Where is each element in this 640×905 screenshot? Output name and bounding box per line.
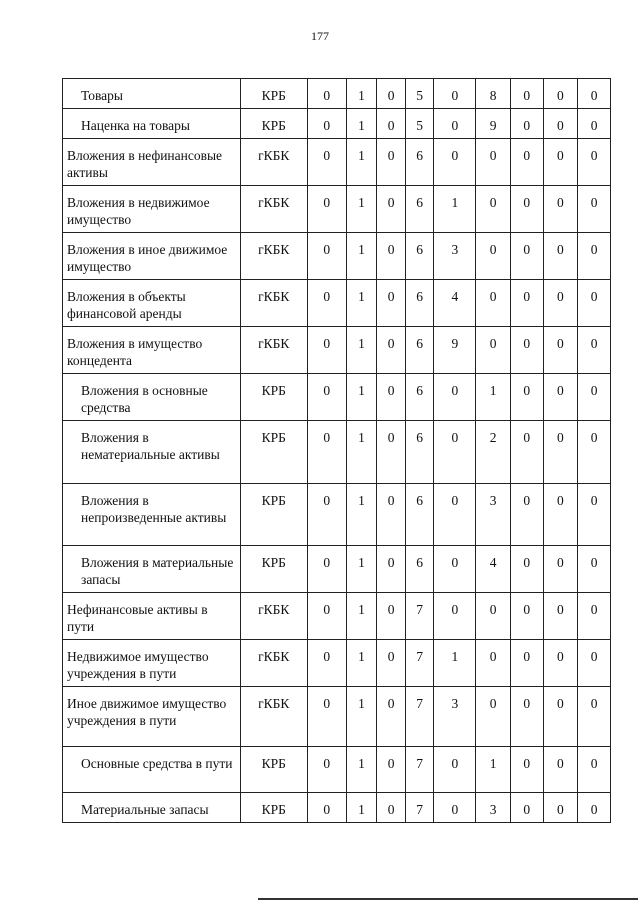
code-digit-cell: 0 (307, 139, 346, 186)
code-digit-cell: 0 (543, 374, 578, 421)
code-digit-cell: 0 (434, 79, 476, 109)
code-digit-cell: 4 (476, 546, 511, 593)
analytics-type-cell: КРБ (240, 374, 307, 421)
code-digit-cell: 0 (543, 109, 578, 139)
code-digit-cell: 0 (578, 79, 611, 109)
code-digit-cell: 0 (578, 374, 611, 421)
code-digit-cell: 0 (377, 374, 406, 421)
table-row (63, 593, 611, 640)
analytics-type-cell: гКБК (240, 233, 307, 280)
account-name-cell: Вложения в имущество концедента (63, 327, 241, 374)
table-row (63, 421, 611, 484)
code-digit-cell: 0 (543, 79, 578, 109)
code-digit-cell: 0 (476, 186, 511, 233)
analytics-type-cell: КРБ (240, 79, 307, 109)
code-digit-cell: 0 (434, 421, 476, 484)
code-digit-cell: 0 (377, 109, 406, 139)
analytics-type-cell: гКБК (240, 280, 307, 327)
account-codes-table (62, 78, 611, 823)
code-digit-cell: 0 (307, 793, 346, 823)
code-digit-cell: 0 (578, 186, 611, 233)
code-digit-cell: 0 (578, 687, 611, 747)
code-digit-cell: 0 (510, 793, 543, 823)
code-digit-cell: 0 (476, 640, 511, 687)
code-digit-cell: 1 (346, 109, 377, 139)
analytics-type-cell: КРБ (240, 793, 307, 823)
table-row (63, 374, 611, 421)
code-digit-cell: 0 (307, 640, 346, 687)
table-row (63, 233, 611, 280)
code-digit-cell: 0 (307, 109, 346, 139)
code-digit-cell: 0 (377, 793, 406, 823)
code-digit-cell: 0 (543, 186, 578, 233)
code-digit-cell: 0 (377, 327, 406, 374)
code-digit-cell: 0 (476, 139, 511, 186)
code-digit-cell: 7 (405, 593, 434, 640)
code-digit-cell: 0 (377, 546, 406, 593)
code-digit-cell: 3 (434, 233, 476, 280)
code-digit-cell: 0 (578, 233, 611, 280)
code-digit-cell: 0 (543, 139, 578, 186)
code-digit-cell: 1 (346, 687, 377, 747)
code-digit-cell: 0 (543, 484, 578, 546)
code-digit-cell: 7 (405, 747, 434, 793)
code-digit-cell: 1 (346, 186, 377, 233)
table-row (63, 484, 611, 546)
code-digit-cell: 0 (510, 79, 543, 109)
code-digit-cell: 8 (476, 79, 511, 109)
account-name-cell: Вложения в материальные запасы (63, 546, 241, 593)
table-row (63, 79, 611, 109)
code-digit-cell: 2 (476, 421, 511, 484)
code-digit-cell: 0 (578, 421, 611, 484)
code-digit-cell: 1 (476, 374, 511, 421)
analytics-type-cell: КРБ (240, 109, 307, 139)
code-digit-cell: 1 (346, 640, 377, 687)
code-digit-cell: 6 (405, 327, 434, 374)
table-row (63, 327, 611, 374)
code-digit-cell: 0 (377, 233, 406, 280)
code-digit-cell: 6 (405, 484, 434, 546)
code-digit-cell: 0 (307, 484, 346, 546)
code-digit-cell: 6 (405, 233, 434, 280)
account-name-cell: Наценка на товары (63, 109, 241, 139)
code-digit-cell: 0 (434, 593, 476, 640)
code-digit-cell: 0 (476, 327, 511, 374)
account-name-cell: Вложения в основные средства (63, 374, 241, 421)
code-digit-cell: 0 (307, 280, 346, 327)
code-digit-cell: 0 (578, 109, 611, 139)
code-digit-cell: 0 (510, 109, 543, 139)
code-digit-cell: 0 (510, 139, 543, 186)
account-name-cell: Основные средства в пути (63, 747, 241, 793)
code-digit-cell: 3 (476, 484, 511, 546)
code-digit-cell: 0 (434, 484, 476, 546)
code-digit-cell: 0 (377, 280, 406, 327)
code-digit-cell: 0 (307, 421, 346, 484)
code-digit-cell: 0 (543, 687, 578, 747)
code-digit-cell: 0 (307, 327, 346, 374)
code-digit-cell: 0 (510, 640, 543, 687)
code-digit-cell: 0 (510, 546, 543, 593)
code-digit-cell: 0 (510, 421, 543, 484)
code-digit-cell: 5 (405, 109, 434, 139)
code-digit-cell: 0 (578, 640, 611, 687)
code-digit-cell: 0 (543, 327, 578, 374)
code-digit-cell: 1 (346, 280, 377, 327)
code-digit-cell: 0 (543, 233, 578, 280)
code-digit-cell: 0 (578, 139, 611, 186)
code-digit-cell: 0 (434, 793, 476, 823)
code-digit-cell: 0 (578, 280, 611, 327)
code-digit-cell: 0 (307, 186, 346, 233)
code-digit-cell: 1 (346, 593, 377, 640)
account-name-cell: Вложения в нематериальные активы (63, 421, 241, 484)
analytics-type-cell: КРБ (240, 546, 307, 593)
table-row (63, 546, 611, 593)
account-name-cell: Иное движимое имущество учреждения в пути (63, 687, 241, 747)
code-digit-cell: 0 (510, 233, 543, 280)
table-row (63, 186, 611, 233)
code-digit-cell: 0 (307, 747, 346, 793)
table-row (63, 747, 611, 793)
account-name-cell: Недвижимое имущество учреждения в пути (63, 640, 241, 687)
account-name-cell: Вложения в нефинансовые активы (63, 139, 241, 186)
analytics-type-cell: гКБК (240, 186, 307, 233)
code-digit-cell: 1 (346, 793, 377, 823)
code-digit-cell: 6 (405, 374, 434, 421)
code-digit-cell: 9 (434, 327, 476, 374)
code-digit-cell: 0 (377, 186, 406, 233)
table-row (63, 139, 611, 186)
code-digit-cell: 0 (377, 421, 406, 484)
code-digit-cell: 1 (346, 139, 377, 186)
code-digit-cell: 0 (510, 327, 543, 374)
account-name-cell: Вложения в непроизведенные активы (63, 484, 241, 546)
code-digit-cell: 6 (405, 280, 434, 327)
account-name-cell: Вложения в недвижимое имущество (63, 186, 241, 233)
code-digit-cell: 0 (578, 327, 611, 374)
code-digit-cell: 0 (543, 747, 578, 793)
code-digit-cell: 0 (510, 593, 543, 640)
code-digit-cell: 0 (543, 793, 578, 823)
code-digit-cell: 6 (405, 421, 434, 484)
code-digit-cell: 9 (476, 109, 511, 139)
account-name-cell: Нефинансовые активы в пути (63, 593, 241, 640)
table-row (63, 640, 611, 687)
code-digit-cell: 0 (578, 546, 611, 593)
code-digit-cell: 1 (346, 484, 377, 546)
code-digit-cell: 0 (510, 484, 543, 546)
code-digit-cell: 0 (307, 546, 346, 593)
code-digit-cell: 0 (510, 374, 543, 421)
code-digit-cell: 0 (578, 793, 611, 823)
code-digit-cell: 7 (405, 793, 434, 823)
code-digit-cell: 0 (543, 546, 578, 593)
code-digit-cell: 0 (510, 280, 543, 327)
code-digit-cell: 6 (405, 139, 434, 186)
analytics-type-cell: гКБК (240, 640, 307, 687)
page-number: 177 (311, 29, 329, 43)
code-digit-cell: 7 (405, 687, 434, 747)
code-digit-cell: 0 (377, 593, 406, 640)
code-digit-cell: 0 (434, 747, 476, 793)
code-digit-cell: 0 (578, 484, 611, 546)
code-digit-cell: 0 (434, 109, 476, 139)
page-edge-line (258, 898, 638, 900)
code-digit-cell: 1 (346, 747, 377, 793)
code-digit-cell: 6 (405, 546, 434, 593)
code-digit-cell: 7 (405, 640, 434, 687)
code-digit-cell: 0 (578, 593, 611, 640)
code-digit-cell: 0 (377, 139, 406, 186)
table-row (63, 793, 611, 823)
code-digit-cell: 0 (307, 233, 346, 280)
code-digit-cell: 1 (434, 186, 476, 233)
analytics-type-cell: КРБ (240, 484, 307, 546)
code-digit-cell: 1 (476, 747, 511, 793)
code-digit-cell: 0 (476, 280, 511, 327)
code-digit-cell: 3 (434, 687, 476, 747)
code-digit-cell: 0 (476, 687, 511, 747)
code-digit-cell: 0 (543, 593, 578, 640)
code-digit-cell: 0 (476, 233, 511, 280)
analytics-type-cell: КРБ (240, 421, 307, 484)
analytics-type-cell: гКБК (240, 327, 307, 374)
code-digit-cell: 0 (434, 546, 476, 593)
code-digit-cell: 0 (377, 747, 406, 793)
code-digit-cell: 0 (307, 687, 346, 747)
code-digit-cell: 0 (543, 421, 578, 484)
table-row (63, 109, 611, 139)
account-name-cell: Вложения в иное движимое имущество (63, 233, 241, 280)
code-digit-cell: 1 (346, 546, 377, 593)
code-digit-cell: 0 (578, 747, 611, 793)
table-row (63, 280, 611, 327)
code-digit-cell: 0 (543, 280, 578, 327)
analytics-type-cell: гКБК (240, 687, 307, 747)
account-name-cell: Вложения в объекты финансовой аренды (63, 280, 241, 327)
account-codes-body (63, 79, 611, 823)
code-digit-cell: 1 (346, 374, 377, 421)
code-digit-cell: 0 (377, 79, 406, 109)
code-digit-cell: 1 (346, 327, 377, 374)
code-digit-cell: 1 (346, 79, 377, 109)
analytics-type-cell: гКБК (240, 139, 307, 186)
code-digit-cell: 0 (377, 640, 406, 687)
code-digit-cell: 3 (476, 793, 511, 823)
code-digit-cell: 0 (510, 687, 543, 747)
table-row (63, 687, 611, 747)
code-digit-cell: 4 (434, 280, 476, 327)
code-digit-cell: 0 (434, 139, 476, 186)
analytics-type-cell: гКБК (240, 593, 307, 640)
code-digit-cell: 5 (405, 79, 434, 109)
code-digit-cell: 0 (307, 374, 346, 421)
code-digit-cell: 0 (434, 374, 476, 421)
code-digit-cell: 0 (510, 747, 543, 793)
code-digit-cell: 1 (346, 233, 377, 280)
code-digit-cell: 1 (346, 421, 377, 484)
code-digit-cell: 0 (377, 484, 406, 546)
code-digit-cell: 1 (434, 640, 476, 687)
code-digit-cell: 0 (307, 79, 346, 109)
code-digit-cell: 0 (476, 593, 511, 640)
code-digit-cell: 0 (377, 687, 406, 747)
analytics-type-cell: КРБ (240, 747, 307, 793)
code-digit-cell: 0 (307, 593, 346, 640)
code-digit-cell: 6 (405, 186, 434, 233)
code-digit-cell: 0 (510, 186, 543, 233)
account-name-cell: Материальные запасы (63, 793, 241, 823)
code-digit-cell: 0 (543, 640, 578, 687)
account-name-cell: Товары (63, 79, 241, 109)
